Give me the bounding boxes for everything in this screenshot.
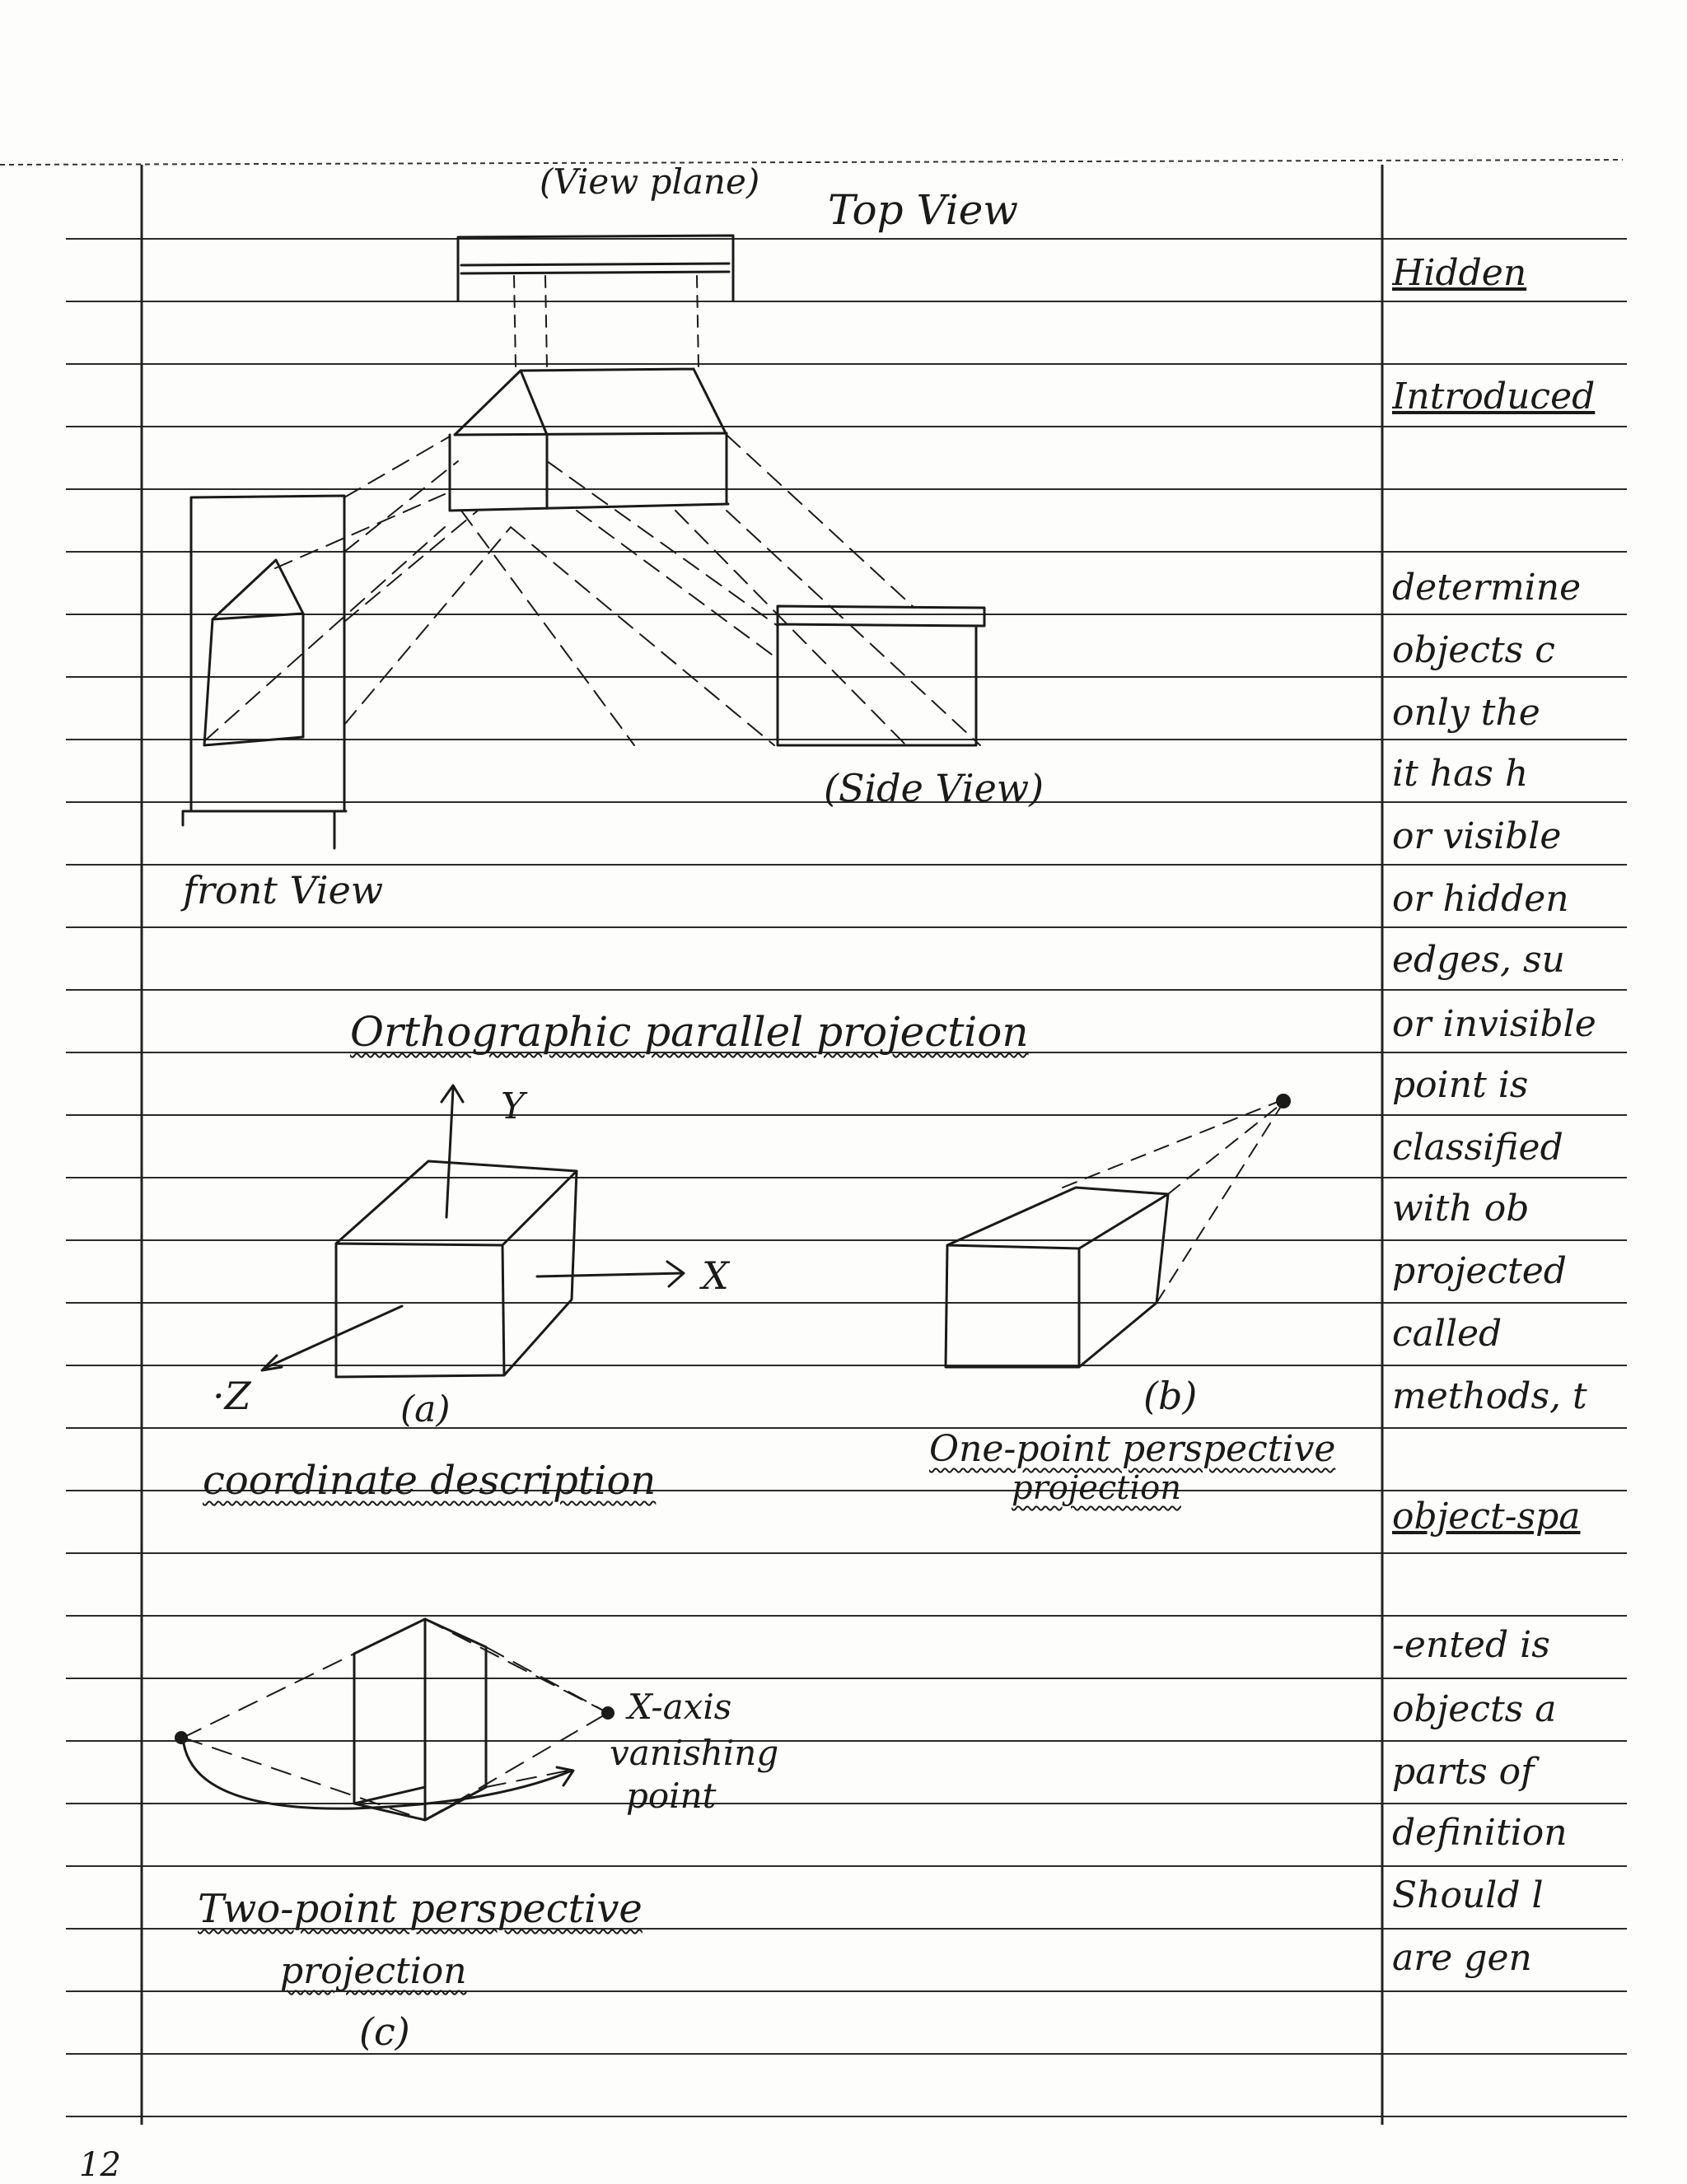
coordinate-box-sketch [262, 1085, 684, 1377]
right-col-line-18: -ented is [1392, 1624, 1550, 1666]
right-col-line-8: or hidden [1392, 878, 1569, 920]
right-col-line-21: definition [1392, 1812, 1568, 1854]
view-plane-label: (View plane) [540, 161, 760, 202]
top-dotted-line [0, 160, 1623, 165]
right-col-line-6: it has h [1392, 753, 1529, 795]
left-vanishing-point-dot [175, 1731, 188, 1744]
right-col-line-23: are gen [1392, 1937, 1532, 1979]
page-number: 12 [79, 2146, 121, 2184]
coordinate-description-caption: coordinate description [203, 1458, 657, 1504]
right-col-line-19: objects a [1392, 1688, 1557, 1730]
orthographic-caption: Orthographic parallel projection [350, 1008, 1029, 1056]
right-col-line-17: object-spa [1392, 1496, 1581, 1538]
two-point-perspective-sketch [175, 1619, 615, 1820]
figure-a-label: (a) [400, 1388, 451, 1430]
right-vanishing-point-dot [601, 1706, 615, 1720]
right-col-line-1: Hidden [1392, 252, 1527, 294]
right-col-line-14: projected [1392, 1250, 1567, 1292]
right-col-line-4: objects c [1392, 629, 1555, 671]
right-col-line-9: edges, su [1392, 939, 1565, 981]
z-axis-label: ·Z [213, 1374, 251, 1418]
one-point-caption-line1: One-point perspective [929, 1428, 1336, 1470]
right-col-line-13: with ob [1392, 1188, 1530, 1230]
x-axis-vanishing-label: X-axis [628, 1687, 732, 1727]
front-view-label: front View [183, 868, 384, 912]
right-col-line-10: or invisible [1392, 1003, 1596, 1045]
vanishing-label-line2: point [626, 1776, 717, 1816]
two-point-caption-line2: projection [280, 1950, 467, 1992]
right-col-line-15: called [1392, 1313, 1502, 1355]
right-col-line-3: determine [1392, 567, 1582, 609]
orthographic-projection-sketch [183, 236, 984, 848]
x-axis-label: X [702, 1253, 729, 1298]
side-view-label: (Side View) [824, 766, 1044, 810]
right-col-line-20: parts of [1392, 1751, 1535, 1793]
figure-b-label: (b) [1143, 1374, 1198, 1418]
right-col-line-7: or visible [1392, 815, 1562, 857]
right-col-line-16: methods, t [1392, 1375, 1587, 1417]
vanishing-label-line1: vanishing [610, 1733, 779, 1773]
vanishing-point-dot [1276, 1094, 1291, 1108]
two-point-caption-line1: Two-point perspective [198, 1886, 643, 1932]
right-col-line-22: Should l [1392, 1874, 1544, 1916]
one-point-caption-line2: projection [1012, 1469, 1181, 1507]
y-axis-label: Y [501, 1085, 526, 1127]
one-point-perspective-sketch [946, 1094, 1291, 1367]
right-col-line-2: Introduced [1392, 376, 1596, 418]
right-col-line-12: classified [1392, 1127, 1563, 1169]
figure-c-label: (c) [359, 2009, 410, 2054]
top-view-label: Top View [828, 186, 1019, 234]
right-col-line-11: point is [1392, 1064, 1529, 1106]
right-col-line-5: only the [1392, 692, 1540, 734]
